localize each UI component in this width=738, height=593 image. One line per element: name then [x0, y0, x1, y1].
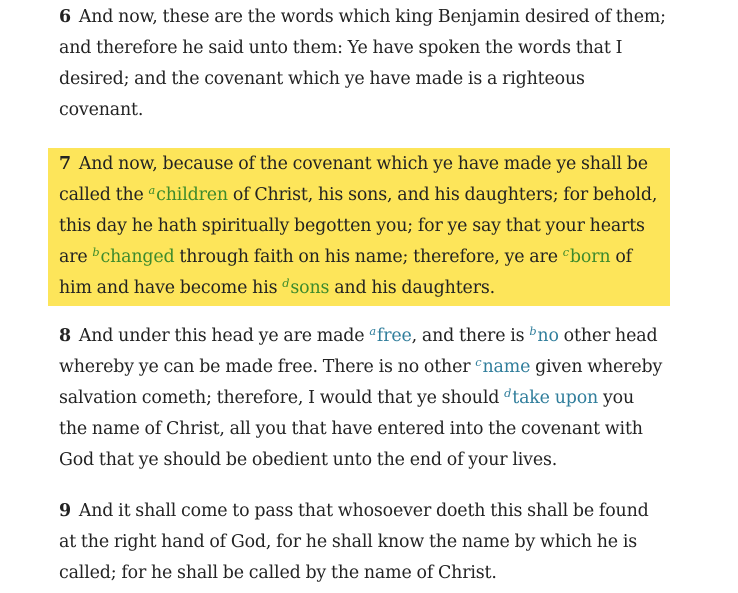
verse-text: And under this head ye are made	[78, 326, 370, 346]
verse-9	[48, 496, 670, 589]
verse-text: other head whereby ye can be made free. There is no other	[59, 326, 658, 377]
verse-8	[48, 321, 670, 476]
footnote-link-text: take upon	[512, 388, 599, 408]
verse-7-highlighted[interactable]	[48, 148, 670, 306]
footnote-link-changed[interactable]	[92, 247, 174, 267]
verse-number: 6	[59, 7, 71, 27]
verse-text: And it shall come to pass that whosoever doeth this shall be found at the right hand of God, for he shall know the name by which he is called; for he shall be called by the name of Christ.	[59, 501, 649, 583]
footnote-link-text: changed	[100, 247, 175, 267]
verse-number: 7	[59, 154, 71, 174]
footnote-marker: c	[475, 355, 482, 369]
footnote-link-sons[interactable]	[282, 278, 329, 298]
verse-text: given whereby salvation cometh; therefore, I would that ye should	[59, 357, 663, 408]
footnote-marker: b	[529, 324, 537, 338]
footnote-marker: b	[92, 245, 100, 259]
verse-number: 9	[59, 501, 71, 521]
verse-text: , and there is	[411, 326, 530, 346]
verse-text: of Christ, his sons, and his daughters; for behold, this day he hath spiritually begotten you; for ye say that your hearts are	[59, 185, 658, 267]
footnote-link-free[interactable]	[369, 326, 411, 346]
verse-text: and his daughters.	[329, 278, 496, 298]
footnote-link-name[interactable]	[475, 357, 530, 377]
footnote-link-no[interactable]	[529, 326, 558, 346]
footnote-link-children[interactable]	[149, 185, 228, 205]
footnote-marker: a	[148, 183, 156, 197]
footnote-link-text: name	[482, 357, 531, 377]
footnote-link-text: born	[569, 247, 611, 267]
footnote-link-text: sons	[290, 278, 330, 298]
verse-number: 8	[59, 326, 71, 346]
footnote-link-text: children	[156, 185, 228, 205]
verse-text: through faith on his name; therefore, ye are	[174, 247, 563, 267]
verse-text: you the name of Christ, all you that have entered into the covenant with God that ye should be obedient unto the end of your lives.	[59, 388, 643, 470]
verse-text: And now, because of the covenant which ye have made ye shall be called the	[59, 154, 648, 205]
verse-6	[48, 2, 670, 126]
footnote-marker: a	[369, 324, 376, 338]
footnote-link-take-upon[interactable]	[504, 388, 598, 408]
footnote-marker: d	[504, 386, 512, 400]
footnote-link-text: free	[376, 326, 412, 346]
verse-text: of him and have become his	[59, 247, 632, 298]
verse-text: And now, these are the words which king Benjamin desired of them; and therefore he said unto them: Ye have spoken the words that I desired; and the covenant which ye have made is a righteous covenant.	[59, 7, 666, 120]
footnote-link-text: no	[537, 326, 559, 346]
footnote-marker: d	[282, 276, 290, 290]
footnote-link-born[interactable]	[563, 247, 611, 267]
footnote-marker: c	[562, 245, 569, 259]
